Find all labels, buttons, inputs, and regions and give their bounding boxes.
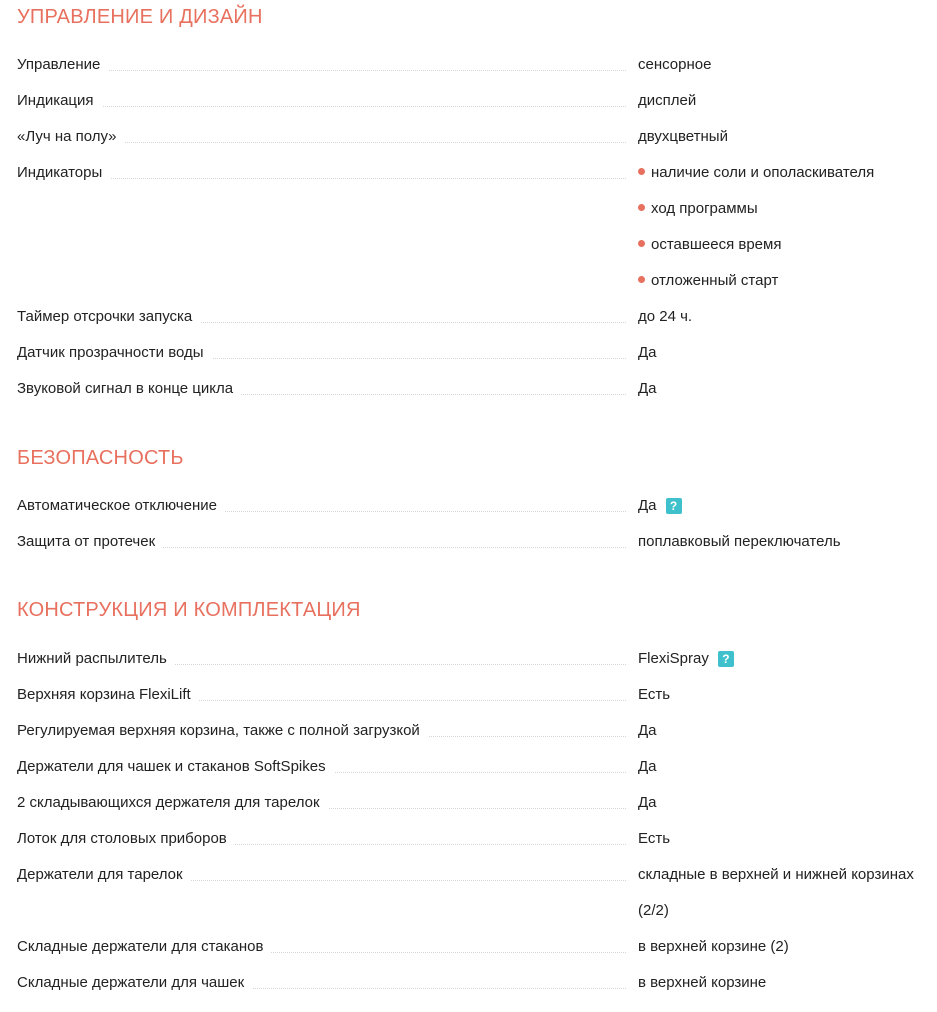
spec-value: поплавковый переключатель [638, 533, 841, 550]
spec-row [17, 91, 937, 127]
spec-label: Держатели для чашек и стаканов SoftSpikes [17, 757, 334, 777]
spec-value: дисплей [638, 92, 697, 109]
help-question-icon[interactable]: ? [718, 651, 734, 667]
spec-row [17, 127, 937, 163]
spec-row [17, 379, 937, 415]
spec-label: Таймер отсрочки запуска [17, 307, 200, 327]
spec-label: Защита от протечек [17, 532, 163, 552]
spec-row [17, 829, 937, 865]
spec-row [17, 307, 937, 343]
spec-value: Да [638, 344, 657, 361]
spec-row [17, 793, 937, 829]
spec-value-line: (2/2) [638, 902, 669, 919]
spec-label: Звуковой сигнал в конце цикла [17, 379, 241, 399]
dotted-leader [17, 106, 626, 107]
bullet-dot-icon [638, 204, 645, 211]
spec-row [17, 55, 937, 91]
spec-row [17, 937, 937, 973]
section-title: КОНСТРУКЦИЯ И КОМПЛЕКТАЦИЯ [17, 599, 361, 621]
spec-label: Индикаторы [17, 163, 110, 183]
spec-label: Складные держатели для чашек [17, 973, 252, 993]
spec-row [17, 685, 937, 721]
spec-label: Нижний распылитель [17, 649, 175, 669]
spec-value: в верхней корзине (2) [638, 938, 789, 955]
spec-label: Складные держатели для стаканов [17, 937, 271, 957]
spec-value: двухцветный [638, 128, 728, 145]
bullet-dot-icon [638, 168, 645, 175]
indicator-item [638, 163, 874, 183]
spec-value: Есть [638, 686, 671, 703]
spec-value: до 24 ч. [638, 308, 693, 325]
indicator-text: отложенный старт [651, 272, 779, 289]
spec-value: Да [638, 380, 657, 397]
spec-row [17, 496, 937, 532]
spec-value: Да [638, 794, 657, 811]
indicator-text: ход программы [651, 200, 758, 217]
spec-row [17, 757, 937, 793]
spec-row [17, 532, 937, 568]
spec-label: Лоток для столовых приборов [17, 829, 235, 849]
indicator-text: оставшееся время [651, 236, 782, 253]
bullet-dot-icon [638, 276, 645, 283]
spec-label: Управление [17, 55, 108, 75]
spec-label: Держатели для тарелок [17, 865, 191, 885]
spec-label: Индикация [17, 91, 102, 111]
spec-row-plate-holders [17, 865, 937, 937]
spec-label: Датчик прозрачности воды [17, 343, 212, 363]
spec-value: Да [638, 722, 657, 739]
spec-value-line: складные в верхней и нижней корзинах [638, 866, 914, 883]
spec-value: Да [638, 758, 657, 775]
spec-value: Есть [638, 830, 671, 847]
indicator-item [638, 199, 758, 219]
spec-row [17, 721, 937, 757]
section-title: УПРАВЛЕНИЕ И ДИЗАЙН [17, 6, 263, 28]
spec-value: сенсорное [638, 56, 712, 73]
spec-row [17, 343, 937, 379]
section-title: БЕЗОПАСНОСТЬ [17, 447, 184, 469]
spec-row-indicators [17, 163, 937, 307]
spec-value-text: Да [638, 497, 657, 514]
indicator-item [638, 271, 778, 291]
spec-value: в верхней корзине [638, 974, 767, 991]
indicator-item [638, 235, 781, 255]
spec-value-text: FlexiSpray [638, 650, 709, 667]
spec-label: «Луч на полу» [17, 127, 125, 147]
spec-label: Регулируемая верхняя корзина, также с полной загрузкой [17, 721, 428, 741]
spec-row [17, 649, 937, 685]
spec-label: Верхняя корзина FlexiLift [17, 685, 199, 705]
spec-value [638, 496, 682, 516]
help-question-icon[interactable]: ? [666, 498, 682, 514]
spec-value [638, 649, 734, 669]
spec-label: 2 складывающихся держателя для тарелок [17, 793, 328, 813]
spec-row [17, 973, 937, 1009]
bullet-dot-icon [638, 240, 645, 247]
indicator-text: наличие соли и ополаскивателя [651, 164, 875, 181]
spec-label: Автоматическое отключение [17, 496, 225, 516]
